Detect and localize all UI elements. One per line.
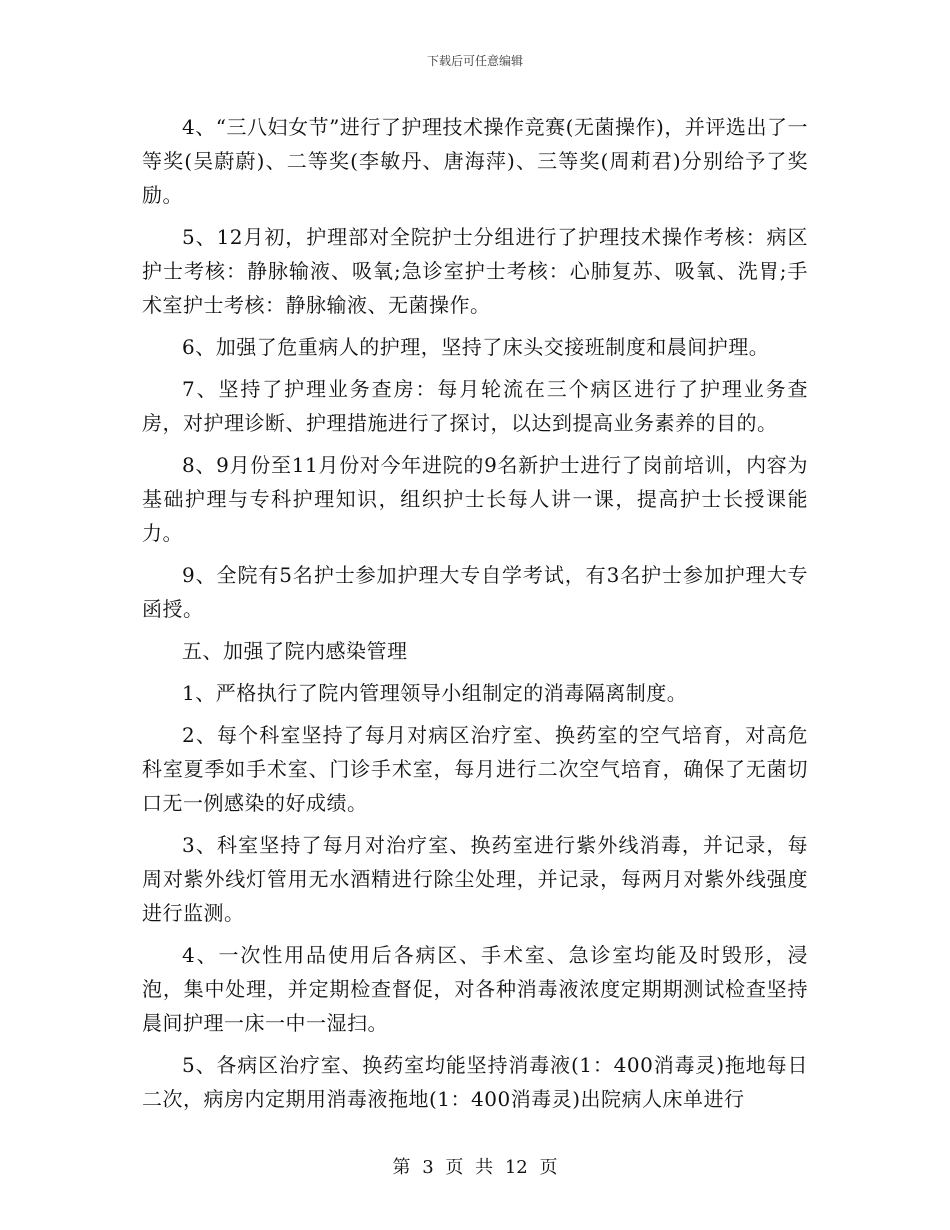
- section-paragraph-2: 2、每个科室坚持了每月对病区治疗室、换药室的空气培育，对高危科室夏季如手术室、门诊手术室，每月进行二次空气培育，确保了无菌切口无一例感染的好成绩。: [142, 723, 808, 815]
- section-paragraph-3: 3、科室坚持了每月对治疗室、换药室进行紫外线消毒，并记录，每周对紫外线灯管用无水酒精进行除尘处理，并记录，每两月对紫外线强度进行监测。: [142, 833, 808, 925]
- paragraph-item-4: 4、“三八妇女节”进行了护理技术操作竞赛(无菌操作)，并评选出了一等奖(吴蔚蔚)、二等奖(李敏丹、唐海萍)、三等奖(周莉君)分别给予了奖励。: [142, 115, 808, 207]
- paragraph-item-6: 6、加强了危重病人的护理，坚持了床头交接班制度和晨间护理。: [182, 335, 770, 359]
- page-header: 下载后可任意编辑: [426, 54, 523, 68]
- paragraph-item-7: 7、坚持了护理业务查房：每月轮流在三个病区进行了护理业务查房，对护理诊断、护理措施进行了探讨，以达到提高业务素养的目的。: [142, 377, 808, 435]
- document-body: [142, 110, 808, 1124]
- section-paragraph-4: 4、一次性用品使用后各病区、手术室、急诊室均能及时毁形，浸泡，集中处理，并定期检查督促，对各种消毒液浓度定期期测试检查坚持晨间护理一床一中一湿扫。: [142, 943, 808, 1035]
- page-footer: 第 3 页 共 12 页: [392, 1157, 558, 1178]
- section-paragraph-5: 5、各病区治疗室、换药室均能坚持消毒液(1：400消毒灵)拖地每日二次，病房内定期用消毒液拖地(1：400消毒灵)出院病人床单进行: [142, 1053, 808, 1111]
- paragraph-item-8: 8、9月份至11月份对今年进院的9名新护士进行了岗前培训，内容为基础护理与专科护理知识，组织护士长每人讲一课，提高护士长授课能力。: [142, 453, 808, 545]
- section-heading: 五、加强了院内感染管理: [182, 639, 408, 663]
- paragraph-item-5: 5、12月初，护理部对全院护士分组进行了护理技术操作考核：病区护士考核：静脉输液、吸氧;急诊室护士考核：心肺复苏、吸氧、洗胃;手术室护士考核：静脉输液、无菌操作。: [142, 225, 808, 317]
- section-paragraph-1: 1、严格执行了院内管理领导小组制定的消毒隔离制度。: [182, 681, 688, 705]
- paragraph-item-9: 9、全院有5名护士参加护理大专自学考试，有3名护士参加护理大专函授。: [142, 563, 808, 621]
